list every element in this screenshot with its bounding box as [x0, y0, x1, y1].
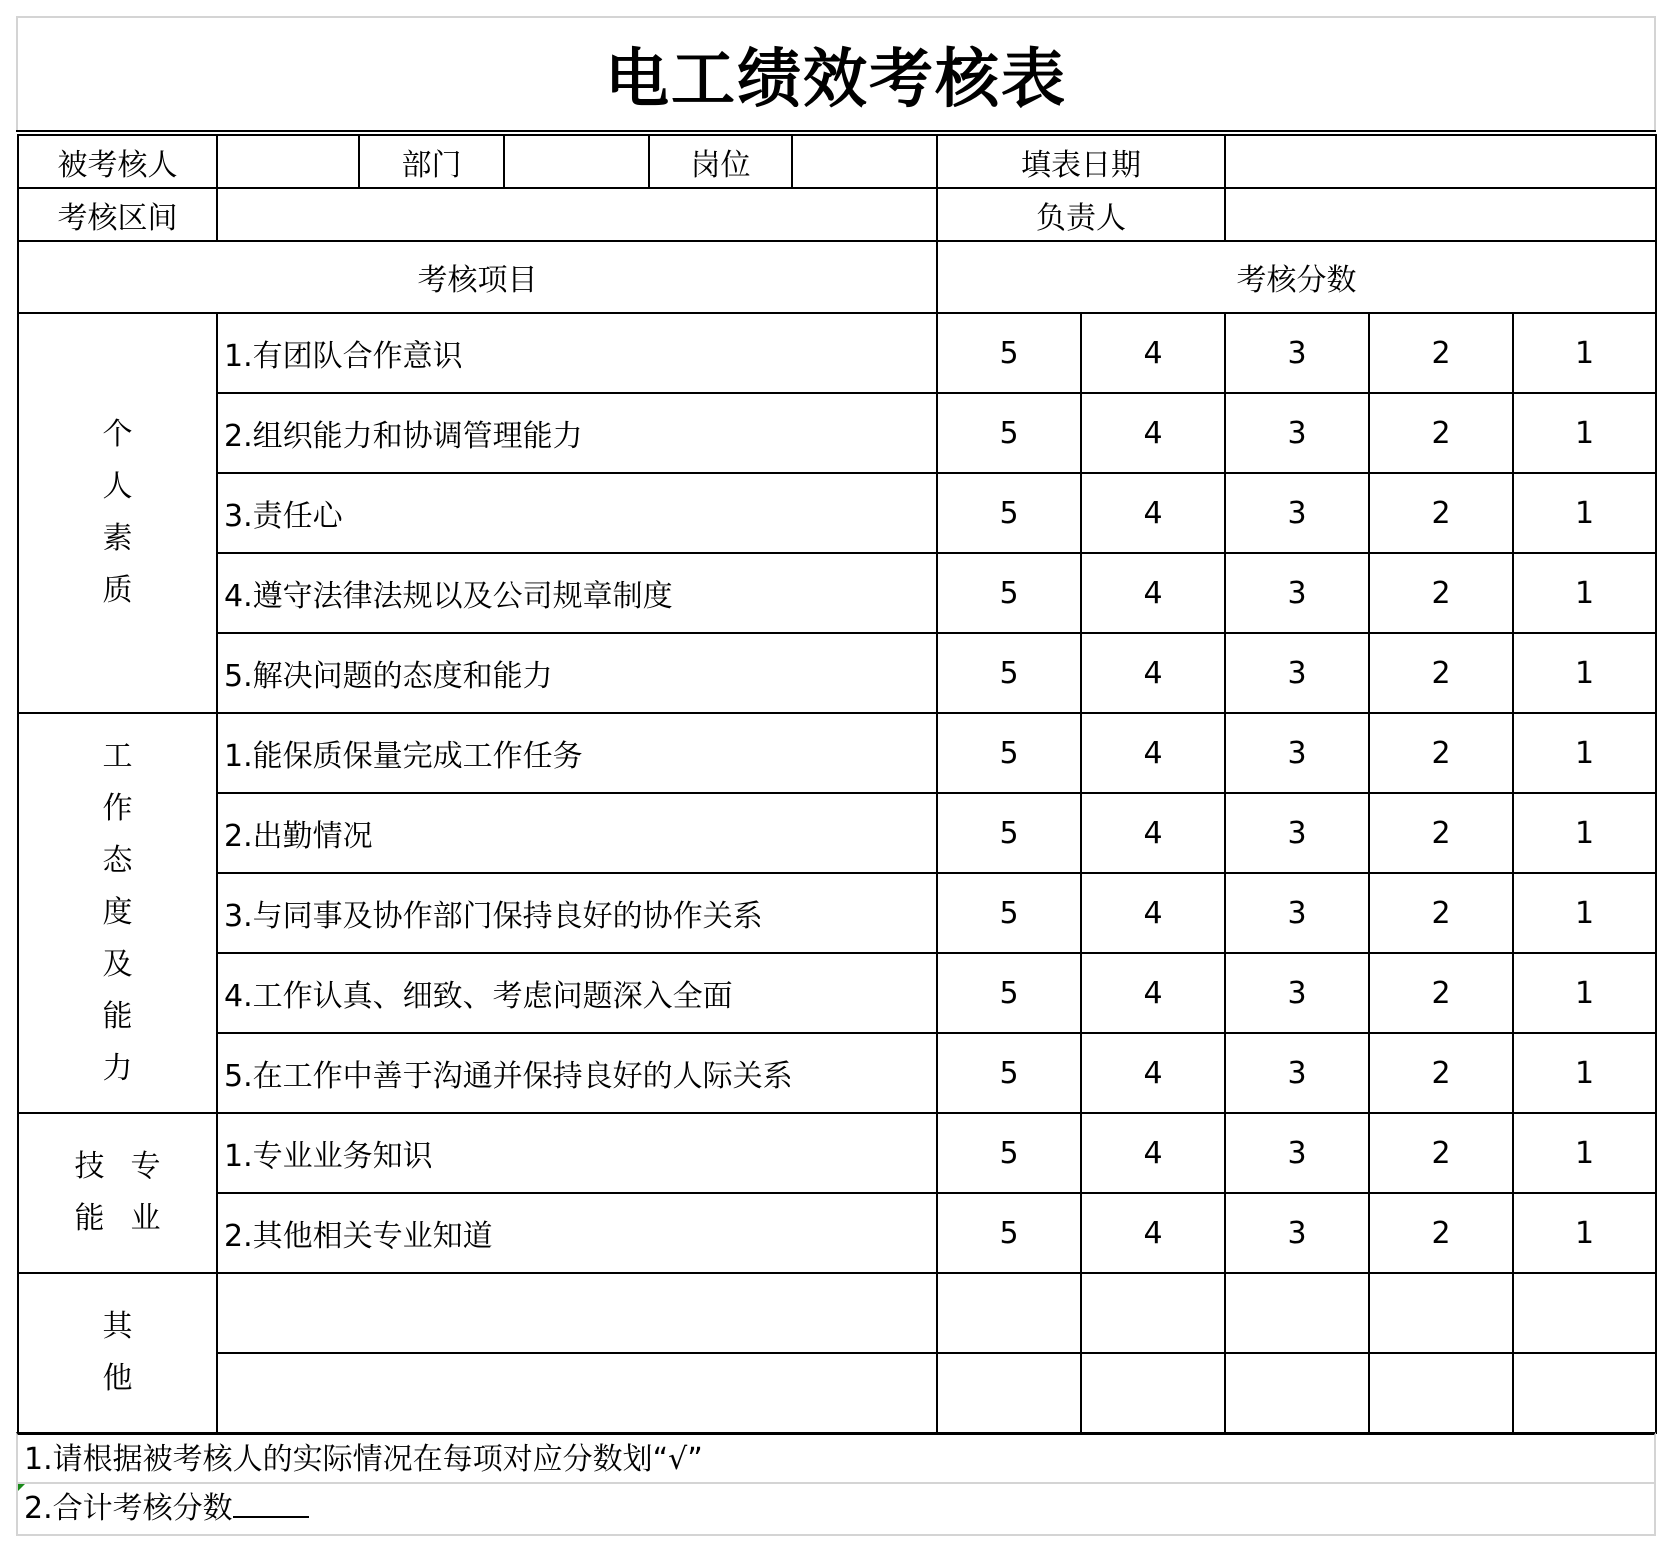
score-option-cell[interactable]: 3	[1225, 873, 1369, 953]
item-label: 3.责任心	[217, 473, 937, 553]
score-option-cell[interactable]: 5	[937, 793, 1081, 873]
table-row	[18, 1353, 1656, 1433]
category-char: 专	[130, 1149, 161, 1184]
score-option-cell[interactable]: 3	[1225, 393, 1369, 473]
score-option-cell[interactable]: 1	[1513, 1193, 1656, 1273]
score-option-cell[interactable]: 5	[937, 633, 1081, 713]
score-option-cell[interactable]: 3	[1225, 313, 1369, 393]
item-label: 4.工作认真、细致、考虑问题深入全面	[217, 953, 937, 1033]
score-option-cell[interactable]: 1	[1513, 553, 1656, 633]
notes-section	[16, 1432, 1656, 1536]
assessment-table	[17, 134, 1657, 1434]
score-option-cell[interactable]	[1225, 1273, 1369, 1353]
score-option-cell[interactable]: 1	[1513, 713, 1656, 793]
table-row	[18, 1193, 1656, 1273]
category-char: 及	[102, 947, 133, 982]
items-header: 考核项目	[18, 241, 937, 313]
position-label: 岗位	[649, 135, 792, 188]
score-option-cell[interactable]: 1	[1513, 393, 1656, 473]
score-option-cell[interactable]: 2	[1369, 553, 1513, 633]
period-label: 考核区间	[18, 188, 217, 241]
category-cell	[18, 1273, 217, 1433]
total-score-blank[interactable]	[233, 1486, 309, 1518]
category-cell	[18, 313, 217, 713]
item-label: 3.与同事及协作部门保持良好的协作关系	[217, 873, 937, 953]
score-option-cell[interactable]: 3	[1225, 793, 1369, 873]
score-option-cell[interactable]	[1081, 1353, 1225, 1433]
category-cell	[18, 713, 217, 1113]
category-char: 态	[102, 843, 133, 878]
score-option-cell[interactable]: 4	[1081, 393, 1225, 473]
table-row	[18, 713, 1656, 793]
score-option-cell[interactable]: 1	[1513, 1113, 1656, 1193]
title-box	[16, 16, 1656, 130]
category-char: 业	[130, 1201, 161, 1236]
dept-label: 部门	[359, 135, 504, 188]
score-option-cell[interactable]: 4	[1081, 1113, 1225, 1193]
score-option-cell[interactable]: 3	[1225, 713, 1369, 793]
score-option-cell[interactable]: 4	[1081, 873, 1225, 953]
category-char: 其	[102, 1309, 133, 1344]
table-row	[18, 873, 1656, 953]
category-char: 人	[102, 469, 133, 504]
score-option-cell[interactable]: 4	[1081, 953, 1225, 1033]
score-option-cell[interactable]	[937, 1273, 1081, 1353]
score-option-cell[interactable]: 1	[1513, 633, 1656, 713]
assessee-label: 被考核人	[18, 135, 217, 188]
score-option-cell[interactable]: 5	[937, 553, 1081, 633]
score-option-cell[interactable]: 5	[937, 313, 1081, 393]
date-label: 填表日期	[937, 135, 1225, 188]
score-option-cell[interactable]: 1	[1513, 473, 1656, 553]
score-option-cell[interactable]	[1513, 1353, 1656, 1433]
category-char: 个	[102, 417, 133, 452]
score-option-cell[interactable]: 2	[1369, 793, 1513, 873]
item-label	[217, 1273, 937, 1353]
table-row	[18, 553, 1656, 633]
note-1	[16, 1432, 1656, 1484]
info-row-1	[18, 135, 1656, 188]
score-option-cell[interactable]: 4	[1081, 713, 1225, 793]
note-2-text: 2.合计考核分数	[24, 1491, 233, 1526]
period-field[interactable]	[217, 188, 937, 241]
score-option-cell[interactable]: 5	[937, 473, 1081, 553]
position-field[interactable]	[792, 135, 937, 188]
item-label: 1.有团队合作意识	[217, 313, 937, 393]
table-row	[18, 1273, 1656, 1353]
score-option-cell[interactable]	[1081, 1273, 1225, 1353]
category-char: 能	[74, 1201, 105, 1236]
category-char: 能	[102, 999, 133, 1034]
score-option-cell[interactable]: 2	[1369, 473, 1513, 553]
item-label: 2.出勤情况	[217, 793, 937, 873]
header-row	[18, 241, 1656, 313]
score-option-cell[interactable]: 2	[1369, 633, 1513, 713]
score-option-cell[interactable]	[1369, 1273, 1513, 1353]
item-label	[217, 1353, 937, 1433]
score-option-cell[interactable]: 2	[1369, 1193, 1513, 1273]
score-option-cell[interactable]: 2	[1369, 713, 1513, 793]
score-option-cell[interactable]: 2	[1369, 393, 1513, 473]
score-option-cell[interactable]: 3	[1225, 473, 1369, 553]
score-option-cell[interactable]: 5	[937, 873, 1081, 953]
scores-header: 考核分数	[937, 241, 1656, 313]
score-option-cell[interactable]: 1	[1513, 873, 1656, 953]
score-option-cell[interactable]: 2	[1369, 873, 1513, 953]
item-label: 4.遵守法律法规以及公司规章制度	[217, 553, 937, 633]
score-option-cell[interactable]: 5	[937, 1113, 1081, 1193]
category-char: 工	[102, 739, 133, 774]
score-option-cell[interactable]: 3	[1225, 1113, 1369, 1193]
item-label: 1.能保质保量完成工作任务	[217, 713, 937, 793]
cell-comment-marker-icon	[18, 1484, 25, 1491]
score-option-cell[interactable]: 4	[1081, 473, 1225, 553]
category-char: 素	[102, 521, 133, 556]
score-option-cell[interactable]: 4	[1081, 1033, 1225, 1113]
score-option-cell[interactable]: 3	[1225, 953, 1369, 1033]
table-row	[18, 1033, 1656, 1113]
score-option-cell[interactable]	[1513, 1273, 1656, 1353]
item-label: 5.在工作中善于沟通并保持良好的人际关系	[217, 1033, 937, 1113]
assessee-field[interactable]	[217, 135, 359, 188]
score-option-cell[interactable]: 5	[937, 1193, 1081, 1273]
table-row	[18, 1113, 1656, 1193]
score-option-cell[interactable]: 4	[1081, 313, 1225, 393]
category-char: 技	[74, 1149, 105, 1184]
table-row	[18, 953, 1656, 1033]
score-option-cell[interactable]: 2	[1369, 1113, 1513, 1193]
info-row-2	[18, 188, 1656, 241]
category-char: 力	[102, 1051, 133, 1086]
score-option-cell[interactable]: 5	[937, 393, 1081, 473]
dept-field[interactable]	[504, 135, 649, 188]
title-divider	[16, 130, 1656, 132]
score-option-cell[interactable]: 1	[1513, 953, 1656, 1033]
table-row	[18, 473, 1656, 553]
score-option-cell[interactable]: 4	[1081, 1193, 1225, 1273]
score-option-cell[interactable]: 4	[1081, 633, 1225, 713]
score-option-cell[interactable]: 2	[1369, 313, 1513, 393]
score-option-cell[interactable]: 3	[1225, 1033, 1369, 1113]
score-option-cell[interactable]: 1	[1513, 313, 1656, 393]
score-option-cell[interactable]: 5	[937, 1033, 1081, 1113]
owner-field[interactable]	[1225, 188, 1656, 241]
score-option-cell[interactable]: 3	[1225, 633, 1369, 713]
note-2	[16, 1484, 1656, 1536]
score-option-cell[interactable]: 2	[1369, 953, 1513, 1033]
category-char: 度	[102, 895, 133, 930]
item-label: 1.专业业务知识	[217, 1113, 937, 1193]
category-char: 质	[102, 573, 133, 608]
category-cell	[18, 1113, 217, 1273]
note-1-text: 1.请根据被考核人的实际情况在每项对应分数划“√”	[24, 1442, 703, 1477]
score-option-cell[interactable]	[1369, 1353, 1513, 1433]
score-option-cell[interactable]: 1	[1513, 793, 1656, 873]
table-row	[18, 393, 1656, 473]
date-field[interactable]	[1225, 135, 1656, 188]
item-label: 5.解决问题的态度和能力	[217, 633, 937, 713]
score-option-cell[interactable]	[1225, 1353, 1369, 1433]
table-row	[18, 313, 1656, 393]
category-char: 作	[102, 791, 133, 826]
owner-label: 负责人	[937, 188, 1225, 241]
score-option-cell[interactable]: 3	[1225, 1193, 1369, 1273]
item-label: 2.组织能力和协调管理能力	[217, 393, 937, 473]
table-row	[18, 793, 1656, 873]
score-option-cell[interactable]: 1	[1513, 1033, 1656, 1113]
score-option-cell[interactable]: 3	[1225, 553, 1369, 633]
score-option-cell[interactable]: 2	[1369, 1033, 1513, 1113]
score-option-cell[interactable]	[937, 1353, 1081, 1433]
page-title: 电工绩效考核表	[605, 43, 1067, 117]
score-option-cell[interactable]: 5	[937, 953, 1081, 1033]
score-option-cell[interactable]: 5	[937, 713, 1081, 793]
score-option-cell[interactable]: 4	[1081, 793, 1225, 873]
score-option-cell[interactable]: 4	[1081, 553, 1225, 633]
table-row	[18, 633, 1656, 713]
category-char: 他	[102, 1361, 133, 1396]
item-label: 2.其他相关专业知道	[217, 1193, 937, 1273]
